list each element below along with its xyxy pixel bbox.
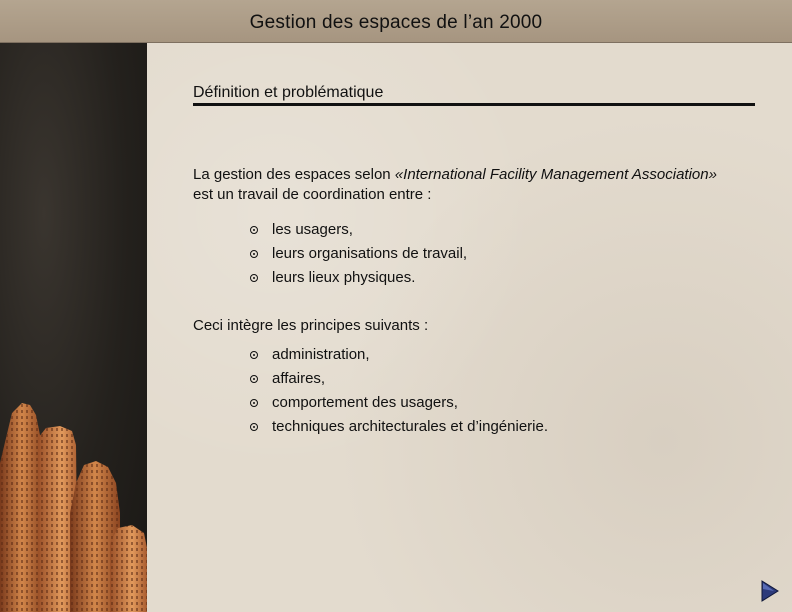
list-item-text: leurs lieux physiques. bbox=[272, 269, 416, 286]
principles-paragraph: Ceci intègre les principes suivants : bbox=[193, 317, 429, 334]
list-item bbox=[250, 415, 548, 439]
list-item-text: techniques architecturales et d’ingénierie. bbox=[272, 418, 548, 435]
skyline-image bbox=[0, 43, 147, 612]
title-bar bbox=[0, 0, 792, 43]
bullet-icon bbox=[250, 250, 258, 258]
left-panel-image bbox=[0, 43, 147, 612]
list-item-text: comportement des usagers, bbox=[272, 394, 458, 411]
bullet-icon bbox=[250, 399, 258, 407]
bullet-icon bbox=[250, 274, 258, 282]
list-item-text: affaires, bbox=[272, 370, 326, 387]
page-title: Gestion des espaces de l’an 2000 bbox=[249, 12, 543, 33]
list-item-text: les usagers, bbox=[272, 221, 353, 238]
principles-list bbox=[250, 343, 548, 439]
list-item bbox=[250, 391, 548, 415]
list-item bbox=[250, 242, 467, 266]
next-arrow-icon bbox=[760, 580, 780, 602]
intro-paragraph bbox=[193, 165, 733, 205]
intro-text-before: La gestion des espaces selon bbox=[193, 166, 395, 183]
list-item-text: leurs organisations de travail, bbox=[272, 245, 468, 262]
intro-text-after: est un travail de coordination entre : bbox=[193, 186, 432, 203]
bullet-icon bbox=[250, 351, 258, 359]
list-item-text: administration, bbox=[272, 346, 370, 363]
coordination-list bbox=[250, 218, 467, 290]
section-heading: Définition et problématique bbox=[193, 84, 755, 106]
list-item bbox=[250, 343, 548, 367]
bullet-icon bbox=[250, 226, 258, 234]
bullet-icon bbox=[250, 375, 258, 383]
slide-content bbox=[147, 43, 792, 612]
list-item bbox=[250, 266, 467, 290]
next-slide-button[interactable] bbox=[760, 580, 780, 602]
list-item bbox=[250, 218, 467, 242]
bullet-icon bbox=[250, 423, 258, 431]
list-item bbox=[250, 367, 548, 391]
intro-text-emphasis: «International Facility Management Association» bbox=[394, 166, 717, 183]
